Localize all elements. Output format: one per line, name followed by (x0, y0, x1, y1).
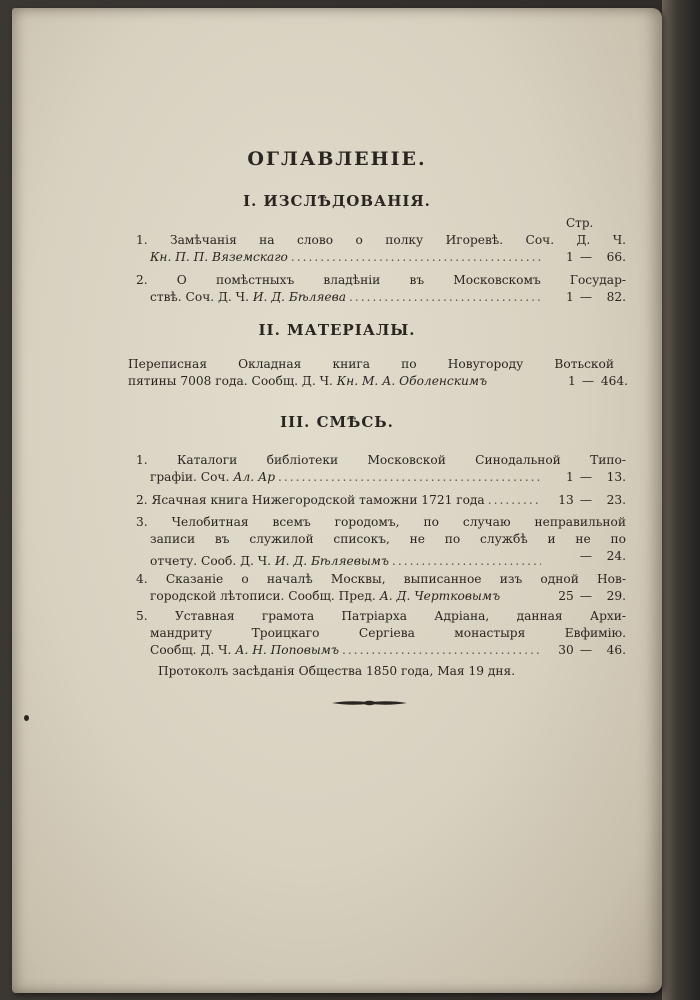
entry-text: 4. Сказаніе о началѣ Москвы, выписанное изъ одной Нов- (136, 572, 626, 586)
toc-closing-line: Протоколъ засѣданія Общества 1850 года, Мая 19 дня. (158, 664, 516, 678)
toc-entry (136, 514, 626, 568)
leader-dots (488, 492, 541, 509)
page-range: 30 — 46. (558, 643, 626, 657)
leader-dots (342, 642, 541, 659)
entry-author: Ал. Ар (233, 470, 276, 484)
book-edge (662, 0, 700, 1000)
leader-dots (278, 469, 541, 486)
entry-text: 3. Челобитная всемъ городомъ, по случаю неправильной (136, 515, 626, 529)
entry-author: И. Д. Бѣляева (252, 290, 346, 304)
entry-text: графіи. Соч. (150, 470, 230, 484)
entry-author: Кн. П. П. Вяземскаго (150, 250, 288, 264)
page-range: 13 — 23. (558, 493, 626, 507)
ink-spot (24, 715, 29, 721)
toc-entry (136, 492, 626, 509)
section-heading-miscellany: III. СМѢСЬ. (280, 413, 394, 431)
page-range: 25 — 29. (558, 589, 626, 603)
entry-text: Переписная Окладная книга по Новугороду Вотьской (128, 357, 614, 371)
entry-text: мандриту Троицкаго Сергіева монастыря Евфимію. (150, 626, 626, 640)
page-range: — 24. (579, 549, 626, 563)
toc-entry (136, 272, 626, 306)
entry-text: ствѣ. Соч. Д. Ч. (150, 290, 249, 304)
entry-author: А. Н. Поповымъ (235, 643, 340, 657)
page-column-header: Стр. (566, 216, 594, 230)
entry-text: городской лѣтописи. Сообщ. Пред. (150, 589, 376, 603)
entry-text: 2. О помѣстныхъ владѣніи въ Московскомъ Государ- (136, 273, 626, 287)
page-title: ОГЛАВЛЕНІЕ. (247, 148, 427, 170)
entry-text: 2. Ясачная книга Нижегородской таможни 1721 года (136, 493, 485, 507)
page-range: 1 — 66. (566, 250, 626, 264)
entry-text: 5. Уставная грамота Патріарха Адріана, данная Архи- (136, 609, 626, 623)
entry-author: И. Д. Бѣляевымъ (274, 554, 389, 568)
entry-author: Кн. М. А. Оболенскимъ (336, 374, 488, 388)
page-range: 1 — 464. (568, 374, 628, 388)
leader-dots (392, 553, 541, 570)
leader-dots (291, 249, 541, 266)
toc-entry (136, 571, 626, 605)
entry-text: записи въ служилой списокъ, не по службѣ и не по (150, 532, 626, 546)
entry-text: пятины 7008 года. Сообщ. Д. Ч. (128, 374, 333, 388)
toc-entry (136, 452, 626, 486)
entry-author: А. Д. Чертковымъ (379, 589, 501, 603)
toc-entry (136, 608, 626, 659)
toc-entry (128, 356, 628, 390)
entry-text: 1. Каталоги библіотеки Московской Синодальной Типо- (136, 453, 626, 467)
section-heading-research: I. ИЗСЛѢДОВАНІЯ. (243, 192, 431, 210)
entry-text: Сообщ. Д. Ч. (150, 643, 232, 657)
page-range: 1 — 13. (566, 470, 626, 484)
entry-text: отчету. Сооб. Д. Ч. (150, 554, 272, 568)
page-range: 1 — 82. (566, 290, 626, 304)
toc-entry (136, 232, 626, 266)
entry-text: 1. Замѣчанія на слово о полку Игоревѣ. Соч. Д. Ч. (136, 233, 626, 247)
section-heading-materials: II. МАТЕРІАЛЫ. (258, 321, 416, 339)
leader-dots (349, 289, 541, 306)
ornament-rule (332, 698, 407, 708)
document-page (12, 8, 662, 993)
